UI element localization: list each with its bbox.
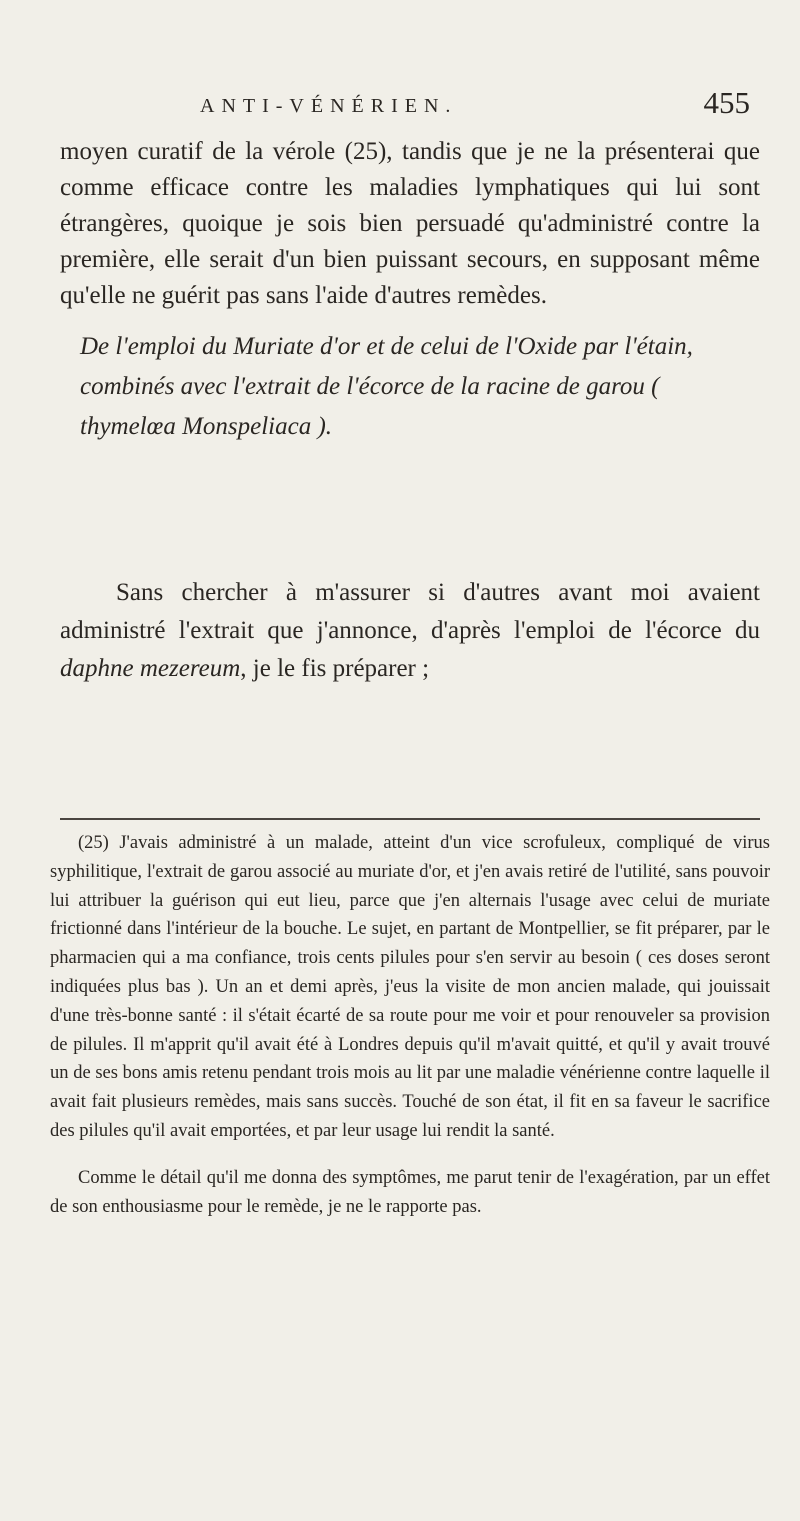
- botanical-name: daphne mezereum: [60, 655, 241, 682]
- body-paragraph-continued: moyen curatif de la vérole (25), tandis que je ne la présenterai que comme efficace contre les maladies lymphatiques qui lui sont étrangères, quoique je sois bien persuadé qu'administré contre la première, elle serait d'un bien puissant secours, en supposant même qu'elle ne guérit pas sans l'aide d'autres remèdes.: [60, 138, 760, 309]
- section-heading: De l'emploi du Muriate d'or et de celui de l'Oxide par l'étain, combinés avec l'extrait de l'écorce de la racine de garou ( thymelœa Monspeliaca ).: [80, 333, 693, 440]
- footnote-paragraph: (25) J'avais administré à un malade, atteint d'un vice scrofuleux, compliqué de virus syphilitique, l'extrait de garou associé au muriate d'or, et j'en avais retiré de l'utilité, sans pouvoir lui attribuer la guérison qui eut lieu, parce que j'en alternais l'usage avec celui de muriate frictionné dans l'intérieur de la bouche. Le sujet, en partant de Montpellier, se fit préparer, par le pharmacien qui a ma confiance, trois cents pilules pour s'en servir au besoin ( ces doses seront indiquées plus bas ). Un an et demi après, j'eus la visite de mon ancien malade, qui jouissait d'une très-bonne santé : il s'était écarté de sa route pour me voir et pour renouveler sa provision de pilules. Il m'apprit qu'il avait été à Londres depuis qu'il m'avait quitté, et qu'il y avait trouvé un de ses bons amis retenu pendant trois mois au lit par une maladie vénérienne contre laquelle il avait fait plusieurs remèdes, mais sans succès. Touché de son état, il fit en sa faveur le sacrifice des pilules qu'il avait emportées, et par leur usage lui rendit la santé.: [50, 833, 770, 1141]
- page-header: [150, 75, 750, 125]
- body-paragraph-text-end: , je le fis préparer ;: [240, 655, 430, 682]
- footnote-separator: [60, 818, 760, 820]
- page-number: 455: [703, 85, 750, 120]
- footnote-25: [50, 829, 770, 1239]
- body-paragraph: [60, 574, 760, 688]
- running-head: ANTI-VÉNÉRIEN.: [200, 95, 458, 117]
- body-paragraph-text: Sans chercher à m'assurer si d'autres avant moi avaient administré l'extrait que j'annonce, d'après l'emploi de l'écorce du: [60, 579, 760, 644]
- footnote-paragraph: Comme le détail qu'il me donna des symptômes, me parut tenir de l'exagération, par un effet de son enthousiasme pour le remède, je ne le rapporte pas.: [50, 1167, 770, 1217]
